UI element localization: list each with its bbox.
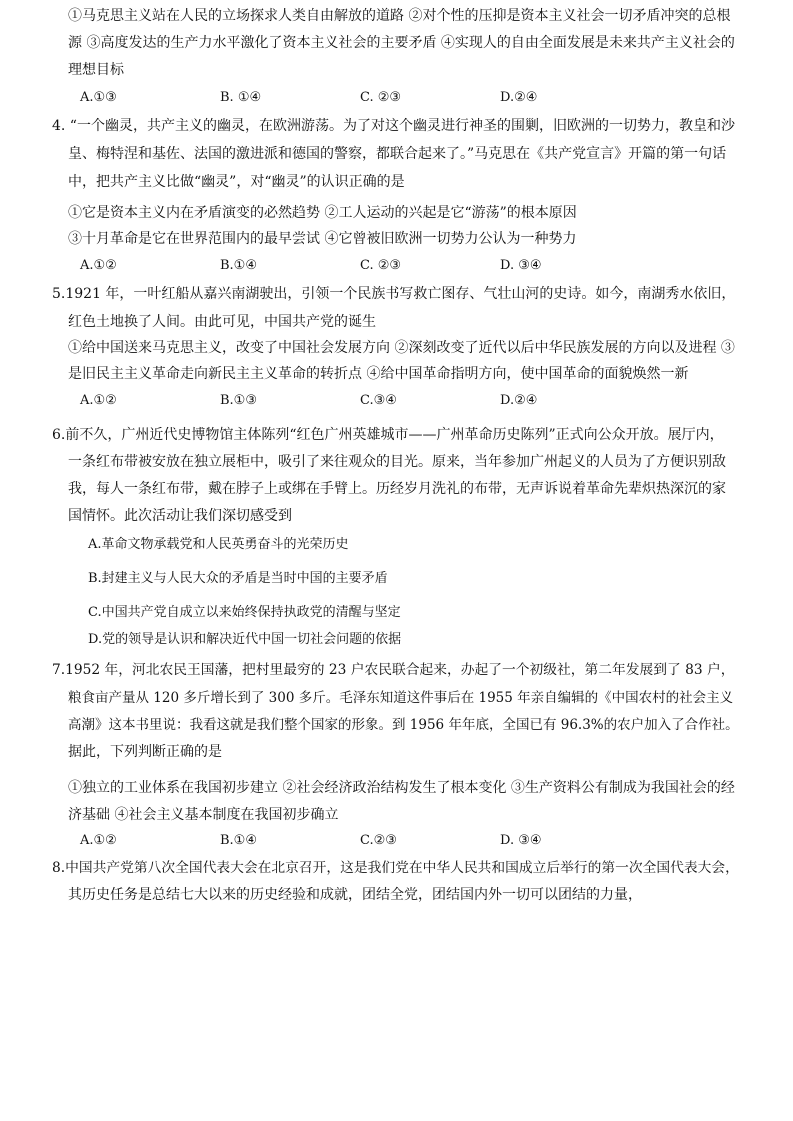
q6-line-1: 6.前不久，广州近代史博物馆主体陈列“红色广州英雄城市——广州革命历史陈列”正式向公众开放。展厅内，	[52, 427, 724, 443]
q6-option-c: C.中国共产党自成立以来始终保持执政党的清醒与坚定	[88, 605, 401, 620]
q4-option-c: C. ②③	[360, 258, 402, 273]
q3-option-c: C. ②③	[360, 90, 402, 105]
q6-option-b: B.封建主义与人民大众的矛盾是当时中国的主要矛盾	[88, 571, 388, 586]
q6-option-d: D.党的领导是认识和解决近代中国一切社会问题的依据	[88, 632, 402, 647]
q5-line-1: 5.1921 年，一叶红船从嘉兴南湖驶出，引领一个民族书写救亡图存、气壮山河的史诗。如今，南湖秀水依旧，	[52, 286, 736, 302]
q5-line-4: 是旧民主主义革命走向新民主主义革命的转折点 ④给中国革命指明方向，使中国革命的面貌焕然一新	[68, 366, 689, 382]
q7-line-2: 粮食亩产量从 120 多斤增长到了 300 多斤。毛泽东知道这件事后在 1955 年亲自编辑的《中国农村的社会主义	[68, 690, 734, 706]
q4-line-2: 皇、梅特涅和基佐、法国的激进派和德国的警察，都联合起来了。”马克思在《共产党宣言》开篇的第一句话	[68, 146, 727, 162]
q4-line-4: ①它是资本主义内在矛盾演变的必然趋势 ②工人运动的兴起是它“游荡”的根本原因	[68, 205, 577, 221]
q5-option-a: A.①②	[80, 393, 117, 408]
q7-options	[80, 832, 720, 850]
q5-line-2: 红色土地换了人间。由此可见，中国共产党的诞生	[68, 314, 376, 330]
q3-option-b: B. ①④	[220, 90, 262, 105]
q8-line-1: 8.中国共产党第八次全国代表大会在北京召开，这是我们党在中华人民共和国成立后举行的第一次全国代表大会，	[52, 860, 739, 876]
q3-line-1: ①马克思主义站在人民的立场探求人类自由解放的道路 ②对个性的压抑是资本主义社会一切矛盾冲突的总根	[68, 8, 731, 24]
q4-line-3: 中，把共产主义比做“幽灵”，对“幽灵”的认识正确的是	[68, 174, 405, 190]
q3-line-3: 理想目标	[68, 62, 124, 78]
q7-line-3: 高潮》这本书里说：我看这就是我们整个国家的形象。到 1956 年年底，全国已有 96.3%的农户加入了合作社。	[68, 717, 739, 733]
q5-option-c: C.③④	[360, 393, 397, 408]
q6-line-3: 我，每人一条红布带，戴在脖子上或绑在手臂上。历经岁月洗礼的布带，无声诉说着革命先辈炽热深沉的家	[68, 481, 726, 497]
q4-option-d: D. ③④	[500, 258, 542, 273]
q5-line-3: ①给中国送来马克思主义，改变了中国社会发展方向 ②深刻改变了近代以后中华民族发展的方向以及进程 ③	[68, 340, 735, 356]
q5-options	[80, 392, 720, 410]
q6-line-4: 国情怀。此次活动让我们深切感受到	[68, 508, 292, 524]
q5-option-b: B.①③	[220, 393, 257, 408]
q8-line-2: 其历史任务是总结七大以来的历史经验和成就，团结全党，团结国内外一切可以团结的力量，	[68, 887, 642, 903]
q4-line-5: ③十月革命是它在世界范围内的最早尝试 ④它曾被旧欧洲一切势力公认为一种势力	[68, 231, 577, 247]
q4-options	[80, 257, 720, 275]
q7-line-6: 济基础 ④社会主义基本制度在我国初步确立	[68, 807, 339, 823]
q6-line-2: 一条红布带被安放在独立展柜中，吸引了来往观众的目光。原来，当年参加广州起义的人员为了方便识别敌	[68, 454, 726, 470]
q7-option-d: D. ③④	[500, 833, 542, 848]
q3-options	[80, 89, 720, 107]
q7-line-4: 据此，下列判断正确的是	[68, 744, 222, 760]
q4-option-a: A.①②	[80, 258, 117, 273]
q6-option-a: A.革命文物承载党和人民英勇奋斗的光荣历史	[88, 537, 349, 552]
q3-option-d: D.②④	[500, 90, 538, 105]
q7-line-5: ①独立的工业体系在我国初步建立 ②社会经济政治结构发生了根本变化 ③生产资料公有制成为我国社会的经	[68, 780, 735, 796]
q4-option-b: B.①④	[220, 258, 257, 273]
q7-option-c: C.②③	[360, 833, 397, 848]
q3-line-2: 源 ③高度发达的生产力水平激化了资本主义社会的主要矛盾 ④实现人的自由全面发展是未来共产主义社会的	[68, 35, 735, 51]
q3-option-a: A.①③	[80, 90, 117, 105]
q7-option-a: A.①②	[80, 833, 117, 848]
q7-option-b: B.①④	[220, 833, 257, 848]
q7-line-1: 7.1952 年，河北农民王国藩，把村里最穷的 23 户农民联合起来，办起了一个初级社，第二年发展到了 83 户，	[52, 662, 735, 678]
q5-option-d: D.②④	[500, 393, 538, 408]
q4-line-1: 4. “一个幽灵，共产主义的幽灵，在欧洲游荡。为了对这个幽灵进行神圣的围剿，旧欧洲的一切势力，教皇和沙	[52, 118, 735, 134]
